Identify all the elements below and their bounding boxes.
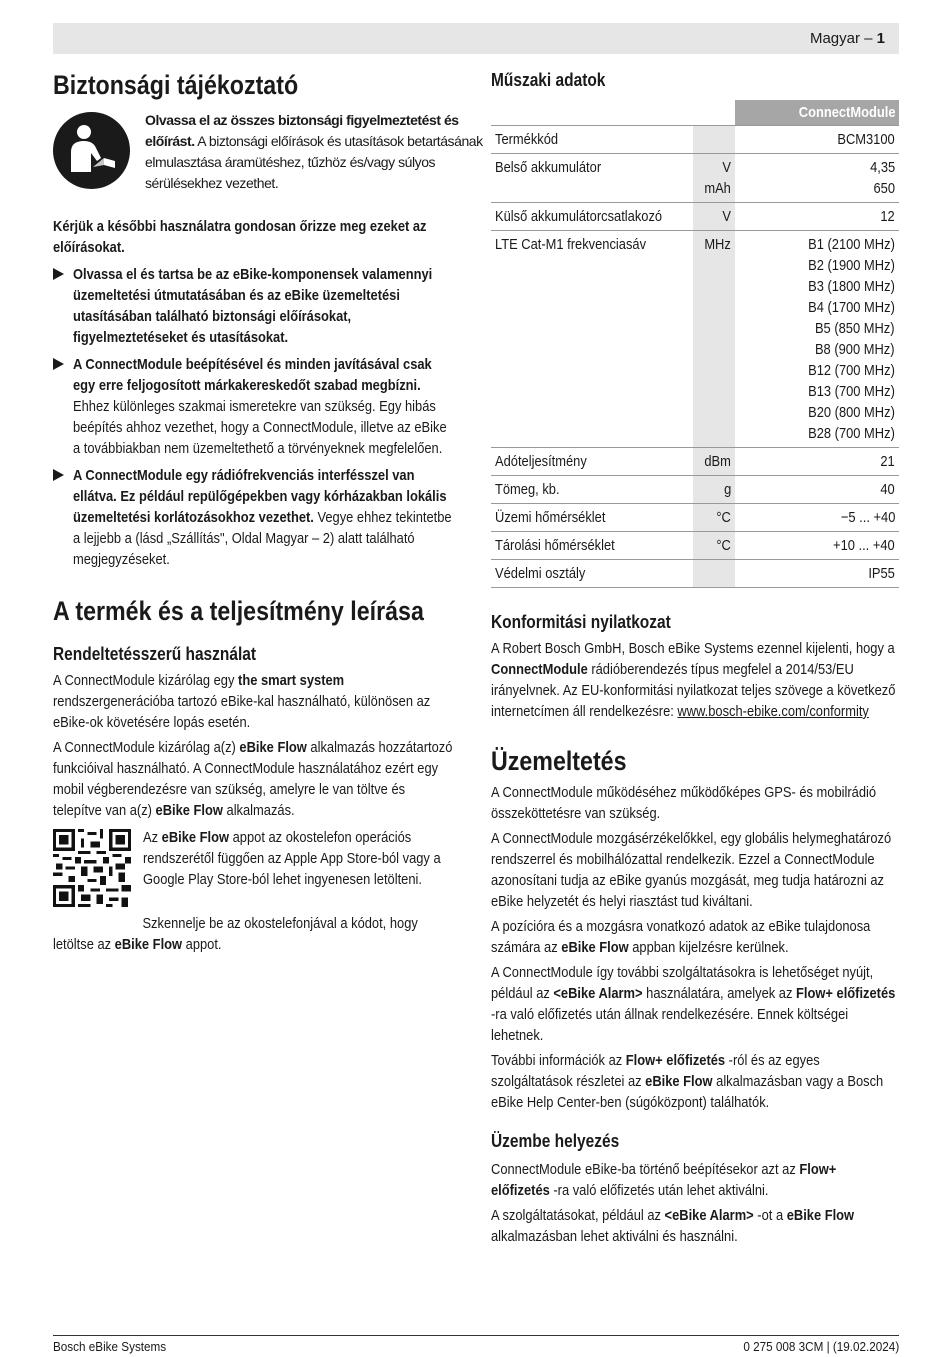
operation-paragraph: A pozícióra és a mozgásra vonatkozó adatok az eBike tulajdonosa számára az eBike Flow appban kijelzésre kerülnek. — [491, 918, 871, 956]
spec-value: B1 (2100 MHz) B2 (1900 MHz) B3 (1800 MHz) B4 (1700 MHz) B5 (850 MHz) B8 (900 MHz) B12 (700 MHz) B13 (700 MHz) B20 (800 MHz) B28 (700 MHz) — [735, 231, 899, 448]
safety-bullet: A ConnectModule beépítésével és minden javításával csak egy erre feljogosított márkakereskedőt szabad megbízni. Ehhez különleges szakmai ismeretekre van szükség. Egy hibás beépítés ahhoz vezethet, hogy a ConnectModule, illetve az eBike a továbbiakban nem üzemeltethető a törvényeknek megfelelően. — [53, 354, 458, 459]
table-row — [491, 560, 899, 588]
conformity-link[interactable]: www.bosch-ebike.com/conformity — [677, 703, 869, 720]
keep-instructions-note: Kérjük a későbbi használatra gondosan őrizze meg ezeket az előírásokat. — [53, 218, 427, 256]
app-download-text: Az eBike Flow appot az okostelefon operációs rendszerétől függően az Apple App Store-ból vagy a Google Play Store-ból lehet ingyenesen letölteni. — [143, 829, 441, 888]
spec-value: +10 ... +40 — [735, 532, 899, 560]
spec-name: Termékkód — [491, 126, 693, 154]
safety-intro-bold: Olvassa el az összes biztonsági figyelmeztetést és előírást. — [145, 112, 459, 149]
spec-name: Tárolási hőmérséklet — [491, 532, 693, 560]
spec-name: Külső akkumulátorcsatlakozó — [491, 203, 693, 231]
safety-bullet: Olvassa el és tartsa be az eBike-komponensek valamennyi üzemeltetési útmutatásában és az eBike üzemeltetési utasításában található biztonsági előírásokat, figyelmeztetéseket és utasításokat. — [53, 264, 458, 348]
operation-paragraph: A ConnectModule mozgásérzékelőkkel, egy globális helymeghatározó rendszerrel és mobilhálózattal rendelkezik. Ezzel a ConnectModule azonosítani tudja az eBike gyanús mozgását, meg tudja határozni az eBike helyzetét és helyi riasztást tud kiváltani. — [491, 830, 892, 910]
conformity-title: Konformitási nyilatkozat — [491, 612, 671, 632]
product-title: A termék és a teljesítmény leírása — [53, 596, 424, 626]
safety-title: Biztonsági tájékoztató — [53, 70, 299, 100]
app-download-block — [53, 827, 458, 911]
spec-value: −5 ... +40 — [735, 504, 899, 532]
app-requirement-paragraph: A ConnectModule kizárólag a(z) eBike Flow alkalmazás hozzátartozó funkcióival használható. A ConnectModule használatához ezért egy mobil végberendezésre van szükség, amelyre le van töltve és telepítve van a(z) eBike Flow alkalmazás. — [53, 739, 453, 819]
spec-value: BCM3100 — [735, 126, 899, 154]
scan-instruction: Szkennelje be az okostelefonjával a kódot, hogy letöltse az eBike Flow appot. — [53, 915, 418, 953]
table-row — [491, 532, 899, 560]
spec-unit — [693, 126, 735, 154]
spec-value: 40 — [735, 476, 899, 504]
startup-title: Üzembe helyezés — [491, 1131, 620, 1151]
spec-unit: V mAh — [693, 154, 735, 203]
footer-publisher: Bosch eBike Systems — [53, 1339, 167, 1354]
bullet-arrow-icon — [53, 268, 64, 280]
spec-unit: dBm — [693, 448, 735, 476]
safety-intro-block — [53, 68, 483, 208]
safety-bullet: A ConnectModule egy rádiófrekvenciás interfésszel van ellátva. Ez például repülőgépekben vagy kórházakban lokális üzemeltetési korlátozásokhoz vezethet. Vegye ehhez tekintetbe a lejjebb a (lásd „Szállítás", Oldal Magyar – 2) alatt található megjegyzéseket. — [53, 465, 458, 570]
spec-name: Védelmi osztály — [491, 560, 693, 588]
technical-data-title: Műszaki adatok — [491, 70, 606, 90]
operation-paragraph: A ConnectModule így további szolgáltatásokra is lehetőséget nyújt, például az <eBike Alarm> használatára, amelyek az Flow+ előfizetés -ra való előfizetés után állnak rendelkezésére. Ennek költségei lehetnek. — [491, 964, 896, 1044]
spec-unit — [693, 560, 735, 588]
footer-divider — [53, 1335, 899, 1336]
operation-paragraph: További információk az Flow+ előfizetés -ról és az egyes szolgáltatások részletei az eBike Flow alkalmazásban vagy a Bosch eBike Help Center-ben (súgóközpont) találhatók. — [491, 1052, 884, 1111]
spec-value: IP55 — [735, 560, 899, 588]
header-page-number: 1 — [876, 30, 885, 47]
read-manual-icon — [53, 112, 130, 189]
table-header-row — [491, 100, 899, 126]
startup-paragraph: ConnectModule eBike-ba történő beépítésekor azt az Flow+ előfizetés -ra való előfizetés után lehet aktiválni. — [491, 1161, 837, 1199]
spec-value: 21 — [735, 448, 899, 476]
table-row — [491, 154, 899, 203]
header-language: Magyar – — [809, 30, 873, 47]
spec-unit: MHz — [693, 231, 735, 448]
right-column — [491, 68, 899, 1247]
intended-use-paragraph: A ConnectModule kizárólag egy the smart system rendszergenerációba tartozó eBike-kal használható, különösen az eBike-ok követésére lopás esetén. — [53, 672, 431, 731]
spec-unit: °C — [693, 504, 735, 532]
table-row — [491, 448, 899, 476]
table-row — [491, 231, 899, 448]
table-row — [491, 476, 899, 504]
spec-unit: °C — [693, 532, 735, 560]
spec-name: Tömeg, kb. — [491, 476, 693, 504]
technical-data-table — [491, 100, 899, 588]
spec-name: Adóteljesítmény — [491, 448, 693, 476]
spec-unit: V — [693, 203, 735, 231]
spec-name: Belső akkumulátor — [491, 154, 693, 203]
safety-intro — [145, 110, 500, 194]
page-header — [810, 30, 885, 47]
qr-code-icon[interactable] — [53, 829, 131, 907]
operation-title: Üzemeltetés — [491, 746, 627, 776]
table-row — [491, 126, 899, 154]
spec-value: 12 — [735, 203, 899, 231]
intended-use-title: Rendeltetésszerű használat — [53, 644, 257, 664]
conformity-paragraph: A Robert Bosch GmbH, Bosch eBike Systems ezennel kijelenti, hogy a ConnectModule rádióberendezés típus megfelel a 2014/53/EU irányelvnek. Az EU-konformitási nyilatkozat teljes szövege a következő internetcímen áll rendelkezésre: www.bosch-ebike.com/conformity — [491, 640, 896, 720]
page-header-bar — [53, 23, 899, 54]
startup-paragraph: A szolgáltatásokat, például az <eBike Alarm> -ot a eBike Flow alkalmazásban lehet aktiválni és használni. — [491, 1207, 855, 1245]
spec-value: 4,35 650 — [735, 154, 899, 203]
bullet-arrow-icon — [53, 358, 64, 370]
spec-unit: g — [693, 476, 735, 504]
bullet-arrow-icon — [53, 469, 64, 481]
operation-paragraph: A ConnectModule működéséhez működőképes GPS- és mobilrádió összeköttetésre van szükség. — [491, 784, 877, 822]
table-row — [491, 203, 899, 231]
left-column — [53, 68, 483, 955]
spec-name: LTE Cat-M1 frekvenciasáv — [491, 231, 693, 448]
safety-intro-text: A biztonsági előírások és utasítások betartásának elmulasztása áramütéshez, tűzhöz és/vagy súlyos sérülésekhez vezethet. — [145, 133, 483, 191]
spec-name: Üzemi hőmérséklet — [491, 504, 693, 532]
footer-document-number: 0 275 008 3CM | (19.02.2024) — [743, 1339, 899, 1354]
table-row — [491, 504, 899, 532]
table-header-product: ConnectModule — [735, 100, 899, 126]
